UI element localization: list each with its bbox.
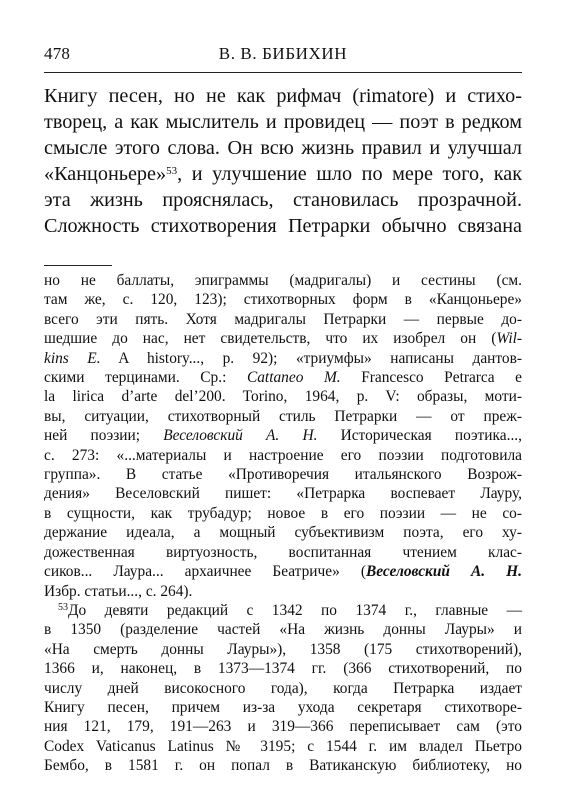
footnote-reference: 53 (166, 165, 178, 177)
footnote-53-line: Бембо, в 1581 г. он попал в Ватиканскую библиотеку, но (44, 757, 522, 775)
footnote-line (44, 349, 522, 368)
main-text-line: смысле этого слова. Он всю жизнь правил и улучшал (44, 137, 522, 159)
page-header (44, 44, 522, 66)
page-number: 478 (44, 44, 71, 63)
footnote-fragment: A history..., p. 92); «триумфы» написаны дантов- (100, 349, 522, 367)
footnotes (44, 271, 522, 776)
main-text-line: Книгу песен, но не как рифмач (rimatore) и стихо- (44, 85, 522, 107)
canzoniere-title: «Канцоньере» (44, 163, 167, 185)
footnote-rule (44, 265, 112, 266)
main-text-line: эта жизнь прояснялась, становилась прозрачной. (44, 189, 522, 211)
footnote-line: вы, ситуации, стихотворный стиль Петрарки — от преж- (44, 407, 522, 425)
author-name: Wil- (496, 330, 522, 348)
header-rule (44, 72, 522, 73)
footnote-fragment: шедшие до нас, нет свидетельств, что их изобрел он ( (44, 330, 497, 348)
footnote-53-line: ния 121, 179, 191—263 и 319—366 переписывает сам (это (44, 718, 522, 736)
footnote-line (44, 426, 522, 445)
footnote-53-line: Книгу песен, причем из-за ухода секретаря стихотворе- (44, 698, 522, 716)
footnote-line (44, 329, 522, 348)
footnote-line (44, 562, 522, 581)
author-name: Веселовский А. Н. (163, 427, 318, 445)
author-name: Cattaneo M. (246, 369, 341, 387)
footnote-53-line: Codex Vaticanus Latinus № 3195; с 1544 г. им владел Пьетро (44, 737, 522, 755)
main-text-line: творец, а как мыслитель и провидец — поэт в редком (44, 111, 522, 133)
footnote-53-line (44, 601, 522, 620)
footnote-line: дожественная виртуозность, воспитанная чтением клас- (44, 543, 522, 561)
author-name: kins E. (44, 349, 101, 367)
footnote-fragment: До девяти редакций с 1342 по 1374 г., главные — (68, 601, 522, 619)
footnote-fragment: ней поэзии; (44, 427, 164, 445)
footnote-line: группа». В статье «Противоречия итальянского Возрож- (44, 466, 522, 484)
footnote-line: всего эти пять. Хотя мадригалы Петрарки — первые до- (44, 310, 522, 328)
footnote-marker: 53 (58, 601, 68, 613)
footnote-line: с. 273: «...материалы и настроение его поэзии подготовила (44, 446, 522, 464)
footnote-line: в сущности, как трубадур; новое в его поэзии — не со- (44, 504, 522, 522)
main-text-fragment: , и улучшение шло по мере того, как (177, 163, 522, 185)
author-name: Веселовский А. Н. (365, 563, 522, 581)
footnote-line: но не баллаты, эпиграммы (мадригалы) и сестины (см. (44, 272, 522, 289)
footnote-line: Избр. статьи..., с. 264). (44, 582, 193, 600)
footnote-line: la lirica d’arte del’200. Torino, 1964, p. V: образы, моти- (44, 388, 522, 406)
footnote-line (44, 368, 522, 387)
footnote-53-line: «На смерть донны Лауры»), 1358 (175 стихотворений), (44, 640, 522, 658)
footnote-53-line: числу дней високосного года), когда Петрарка издает (44, 679, 522, 697)
footnote-line: держание идеала, а мощный субъективизм поэта, его ху- (44, 524, 522, 542)
main-text-line: Сложность стихотворения Петрарки обычно связана (44, 215, 522, 237)
footnote-fragment: сиков... Лаура... архаичнее Беатриче» ( (44, 563, 366, 581)
footnote-fragment: Francesco Petrarca e (340, 369, 522, 387)
main-text-line (44, 161, 522, 187)
footnote-line: дения» Веселовский пишет: «Петрарка воспевает Лауру, (44, 485, 522, 503)
main-text (44, 83, 522, 239)
footnote-53-line: 1366 и, наконец, в 1373—1374 гг. (366 стихотворений, по (44, 660, 522, 678)
footnote-53-line: в 1350 (разделение частей «На жизнь донны Лауры» и (44, 621, 522, 639)
footnote-fragment: Историческая поэтика..., (317, 427, 522, 445)
footnote-line: там же, с. 120, 123); стихотворных форм в «Канцоньере» (44, 291, 522, 309)
running-head: В. В. БИБИХИН (218, 44, 348, 63)
footnote-fragment: скими терцинами. Ср.: (44, 369, 247, 387)
